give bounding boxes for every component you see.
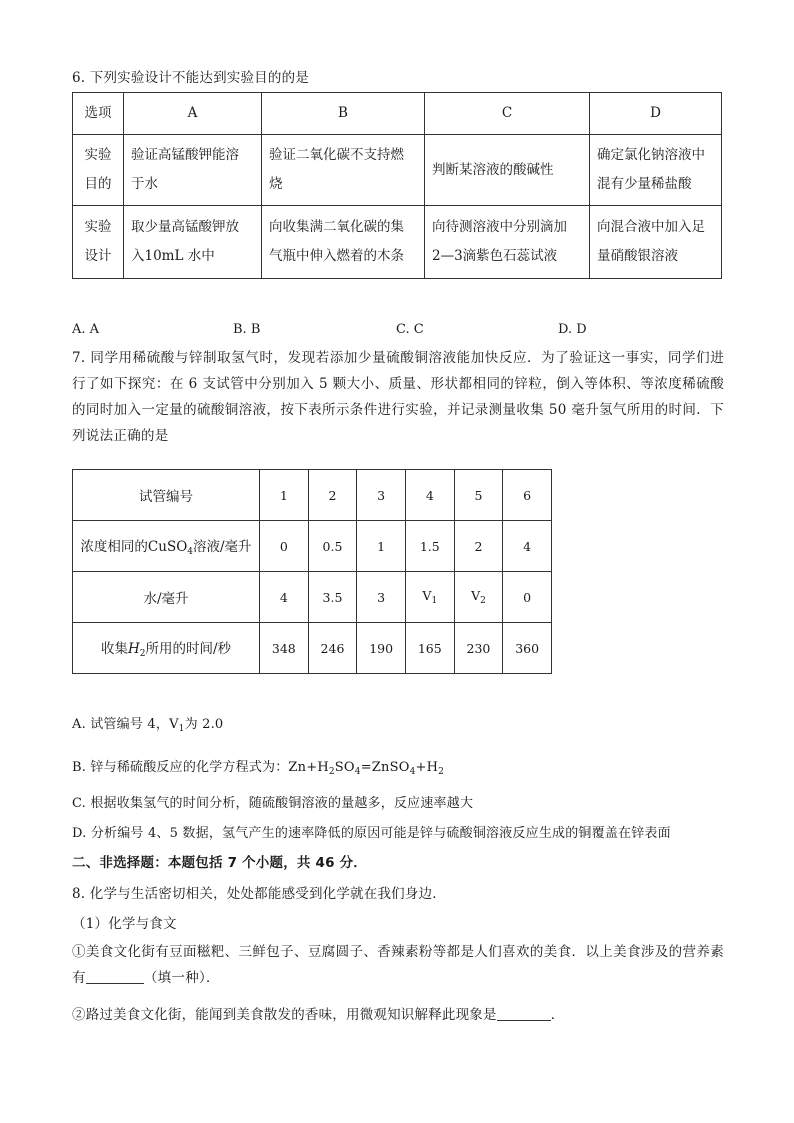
- section-heading: 二、非选择题：本题包括 7 个小题，共 46 分．: [72, 855, 367, 871]
- row-label-line: 目的: [84, 176, 112, 192]
- table-cell: 1: [260, 470, 309, 521]
- table-row: [73, 135, 722, 206]
- cell-line: 向混合液中加入足: [597, 219, 705, 235]
- table-cell: [405, 572, 454, 623]
- table-cell: 水/毫升: [73, 572, 260, 623]
- item-text: ②路过美食文化街，能闻到美食散发的香味，用微观知识解释此现象是: [72, 1007, 497, 1023]
- table-cell: 2: [308, 470, 357, 521]
- equation-subscript: 4: [354, 767, 361, 777]
- option-text: A. 试管编号 4，: [72, 717, 170, 732]
- table-cell: 165: [405, 623, 454, 674]
- row-label-line: 实验: [84, 219, 112, 235]
- equation-text: +H: [415, 760, 439, 775]
- table-cell: 230: [454, 623, 503, 674]
- table-cell: [262, 206, 425, 279]
- table-cell: [262, 135, 425, 206]
- table-cell: 0: [260, 521, 309, 572]
- label-text: 浓度相同的: [80, 539, 148, 555]
- item-text: ．: [550, 1007, 565, 1023]
- cell-line: 量硝酸银溶液: [597, 248, 678, 264]
- table-cell: 1.5: [405, 521, 454, 572]
- item-text: （填一种）．: [143, 970, 220, 986]
- table-cell: 试管编号: [73, 470, 260, 521]
- answer-blank[interactable]: [86, 969, 144, 984]
- q6-table: [72, 92, 722, 279]
- cell-line: 2—3滴紫色石蕊试液: [432, 248, 558, 264]
- table-cell: D: [590, 93, 722, 135]
- q6-option-a[interactable]: A. A: [72, 322, 100, 337]
- var-subscript: 2: [480, 596, 486, 606]
- q7-option-b[interactable]: [72, 756, 444, 777]
- row-label-line: 实验: [84, 147, 112, 163]
- q7-stem: 7. 同学用稀硫酸与锌制取氢气时，发现若添加少量硫酸铜溶液能加快反应．为了验证这一事实，同学们进行了如下探究：在 6 支试管中分别加入 5 颗大小、质量、形状都相同的锌粒，倒入等体积、等浓度稀硫酸的同时加入一定量的硫酸铜溶液，按下表所示条件进行实验，并记录测量收集 50 毫升氢气所用的时间．下列说法正确的是: [72, 350, 724, 444]
- q7-option-a[interactable]: [72, 713, 223, 734]
- table-cell: 246: [308, 623, 357, 674]
- table-cell: [425, 135, 590, 206]
- cell-line: 向收集满二氧化碳的集: [269, 219, 404, 235]
- cell-line: 混有少量稀盐酸: [597, 176, 692, 192]
- q7-option-c[interactable]: C. 根据收集氢气的时间分析，随硫酸铜溶液的量越多，反应速率越大: [72, 796, 474, 811]
- equation-subscript: 2: [328, 767, 335, 777]
- table-row: [73, 93, 722, 135]
- var-subscript: 1: [431, 596, 438, 606]
- var-text: V: [422, 588, 432, 603]
- cell-line: 于水: [131, 176, 158, 192]
- q8-item2: [72, 1003, 564, 1023]
- cell-line: 取少量高锰酸钾放: [131, 219, 239, 235]
- table-row: [73, 470, 552, 521]
- equation-text: SO: [334, 760, 355, 775]
- formula-subscript: 2: [139, 649, 146, 659]
- table-cell: 3.5: [308, 572, 357, 623]
- table-cell: [73, 623, 260, 674]
- cell-line: 烧: [269, 176, 283, 192]
- table-row: [73, 521, 552, 572]
- table-cell: 6: [503, 470, 552, 521]
- table-cell: 4: [503, 521, 552, 572]
- cell-line: 确定氯化钠溶液中: [597, 147, 705, 163]
- label-text: 所用的时间/秒: [145, 641, 232, 657]
- table-cell: 360: [503, 623, 552, 674]
- item-text: ①美食文化街有豆面糍粑、三鲜包子、豆腐圆子、香辣素粉等都是人们喜欢的美食．以上美食涉及的营养素有: [72, 944, 724, 986]
- label-text: 收集: [100, 641, 128, 657]
- cell-line: 向待测溶液中分别滴加: [432, 219, 567, 235]
- var-text: V: [169, 717, 179, 732]
- table-cell: [124, 135, 262, 206]
- q6-option-b[interactable]: B. B: [233, 322, 261, 337]
- table-cell: 4: [260, 572, 309, 623]
- table-cell: [425, 206, 590, 279]
- equation-subscript: 4: [409, 767, 416, 777]
- option-text: B. 锌与稀硫酸反应的化学方程式为：: [72, 760, 289, 775]
- table-cell: 选项: [73, 93, 124, 135]
- formula-text: CuSO: [147, 539, 188, 555]
- table-cell: 0.5: [308, 521, 357, 572]
- table-cell: 1: [357, 521, 406, 572]
- table-cell: 2: [454, 521, 503, 572]
- table-cell: [73, 135, 124, 206]
- q7-table: [72, 469, 552, 674]
- table-cell: 3: [357, 572, 406, 623]
- table-cell: 348: [260, 623, 309, 674]
- q8-sub1: （1）化学与食文: [72, 916, 177, 932]
- equation-text: Zn+H: [288, 760, 329, 775]
- table-cell: C: [425, 93, 590, 135]
- option-text: 为 2.0: [184, 717, 224, 732]
- table-cell: [73, 521, 260, 572]
- table-cell: A: [124, 93, 262, 135]
- table-cell: B: [262, 93, 425, 135]
- q6-option-c[interactable]: C. C: [396, 322, 424, 337]
- formula-subscript: 4: [187, 547, 193, 557]
- cell-line: 气瓶中伸入燃着的木条: [269, 248, 404, 264]
- table-cell: [454, 572, 503, 623]
- q8-stem: 8. 化学与生活密切相关，处处都能感受到化学就在我们身边．: [72, 886, 446, 902]
- cell-line: 判断某溶液的酸碱性: [432, 161, 554, 178]
- var-subscript: 1: [178, 724, 185, 734]
- table-cell: 0: [503, 572, 552, 623]
- q6-stem: 6. 下列实验设计不能达到实验目的的是: [72, 70, 309, 86]
- var-text: V: [471, 588, 481, 603]
- formula-text: H: [127, 641, 140, 657]
- label-text: 溶液/毫升: [193, 539, 252, 555]
- table-cell: 5: [454, 470, 503, 521]
- cell-line: 验证高锰酸钾能溶: [131, 147, 239, 163]
- table-cell: 4: [405, 470, 454, 521]
- table-cell: [590, 206, 722, 279]
- table-cell: [124, 206, 262, 279]
- table-cell: [73, 206, 124, 279]
- q8-item1: [72, 939, 724, 991]
- table-row: [73, 206, 722, 279]
- table-cell: 190: [357, 623, 406, 674]
- table-row: [73, 623, 552, 674]
- table-row: [73, 572, 552, 623]
- equation-subscript: 2: [438, 767, 445, 777]
- answer-blank[interactable]: [497, 1006, 551, 1021]
- cell-line: 入10mL 水中: [131, 248, 215, 264]
- cell-line: 验证二氧化碳不支持燃: [269, 147, 404, 163]
- table-cell: [590, 135, 722, 206]
- q6-option-d[interactable]: D. D: [558, 322, 587, 337]
- row-label-line: 设计: [84, 248, 112, 264]
- table-cell: 3: [357, 470, 406, 521]
- q7-option-d[interactable]: D. 分析编号 4、5 数据，氢气产生的速率降低的原因可能是锌与硫酸铜溶液反应生成的铜覆盖在锌表面: [72, 826, 671, 841]
- equation-text: =ZnSO: [360, 760, 410, 775]
